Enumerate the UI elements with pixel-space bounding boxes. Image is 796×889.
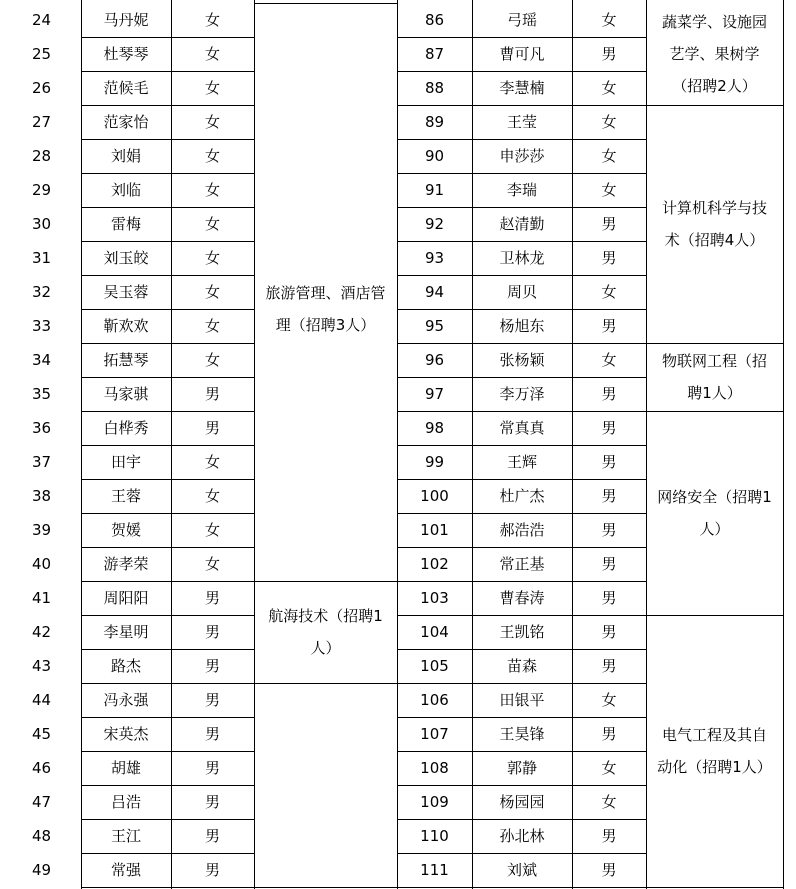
applicant-number: 24 — [31, 11, 52, 29]
column-divider — [646, 0, 647, 889]
applicant-gender: 男 — [601, 861, 617, 879]
applicant-gender: 女 — [601, 11, 617, 29]
applicant-number: 46 — [31, 759, 52, 777]
major-cell: 计算机科学与技术（招聘4人） — [661, 199, 767, 249]
applicant-name: 杜广杰 — [499, 487, 545, 505]
applicant-gender: 男 — [601, 827, 617, 845]
applicant-gender: 男 — [204, 759, 220, 777]
major-cell: 蔬菜学、设施园艺学、果树学（招聘2人） — [661, 13, 767, 95]
applicant-gender: 女 — [601, 283, 617, 301]
applicant-number: 49 — [31, 861, 52, 879]
applicant-gender: 女 — [204, 113, 220, 131]
applicant-name: 马家骐 — [103, 385, 149, 403]
applicant-name: 拓慧琴 — [103, 351, 149, 369]
applicant-gender: 女 — [204, 45, 220, 63]
applicant-name: 周贝 — [506, 283, 537, 301]
applicant-gender: 女 — [204, 147, 220, 165]
applicant-gender: 男 — [204, 623, 220, 641]
applicant-gender: 男 — [204, 385, 220, 403]
applicant-number: 32 — [31, 283, 52, 301]
applicant-gender: 女 — [601, 691, 617, 709]
applicant-gender: 女 — [204, 555, 220, 573]
column-divider — [254, 0, 255, 889]
applicant-gender: 男 — [204, 725, 220, 743]
major-cell — [260, 683, 391, 887]
major-divider — [646, 887, 783, 888]
applicant-number: 44 — [31, 691, 52, 709]
applicant-number: 42 — [31, 623, 52, 641]
applicant-gender: 女 — [204, 249, 220, 267]
applicant-name: 王昊锋 — [499, 725, 545, 743]
applicant-number: 86 — [424, 11, 445, 29]
major-cell: 航海技术（招聘1人） — [268, 607, 383, 657]
applicant-name: 赵清勤 — [499, 215, 545, 233]
applicant-number: 38 — [31, 487, 52, 505]
applicant-gender: 女 — [601, 147, 617, 165]
applicant-number: 91 — [424, 181, 445, 199]
applicant-name: 杜琴琴 — [103, 45, 149, 63]
applicant-number: 93 — [424, 249, 445, 267]
applicant-gender: 男 — [601, 521, 617, 539]
applicant-number: 103 — [420, 589, 449, 607]
major-cell: 物联网工程（招聘1人） — [661, 352, 767, 402]
applicant-number: 107 — [420, 725, 449, 743]
applicant-gender: 女 — [204, 487, 220, 505]
applicant-number: 109 — [420, 793, 449, 811]
applicant-gender: 男 — [204, 691, 220, 709]
applicant-name: 常正基 — [499, 555, 545, 573]
row-divider — [397, 887, 646, 888]
applicant-gender: 男 — [204, 861, 220, 879]
applicant-gender: 女 — [601, 793, 617, 811]
applicant-name: 李慧楠 — [499, 79, 545, 97]
applicant-name: 田宇 — [110, 453, 141, 471]
applicant-name: 杨园园 — [499, 793, 545, 811]
applicant-gender: 男 — [601, 215, 617, 233]
applicant-gender: 女 — [204, 521, 220, 539]
applicant-name: 游孝荣 — [103, 555, 149, 573]
applicant-name: 王江 — [110, 827, 141, 845]
applicant-name: 卫林龙 — [499, 249, 545, 267]
applicant-number: 47 — [31, 793, 52, 811]
applicant-gender: 女 — [601, 181, 617, 199]
applicant-name: 常强 — [110, 861, 141, 879]
applicant-gender: 男 — [601, 487, 617, 505]
major-cell: 旅游管理、酒店管理（招聘3人） — [265, 284, 386, 334]
applicant-name: 周阳阳 — [103, 589, 149, 607]
applicant-number: 99 — [424, 453, 445, 471]
applicant-number: 108 — [420, 759, 449, 777]
applicant-number: 41 — [31, 589, 52, 607]
applicant-name: 刘临 — [110, 181, 141, 199]
applicant-name: 路杰 — [110, 657, 141, 675]
applicant-name: 王莹 — [506, 113, 537, 131]
applicant-number: 100 — [420, 487, 449, 505]
applicant-name: 马丹妮 — [103, 11, 149, 29]
applicant-number: 110 — [420, 827, 449, 845]
applicant-number: 94 — [424, 283, 445, 301]
applicant-name: 胡雄 — [110, 759, 141, 777]
major-cell: 网络安全（招聘1人） — [657, 488, 772, 538]
applicant-number: 48 — [31, 827, 52, 845]
applicant-name: 范候毛 — [103, 79, 149, 97]
applicant-gender: 男 — [601, 385, 617, 403]
applicant-number: 106 — [420, 691, 449, 709]
applicant-number: 37 — [31, 453, 52, 471]
applicant-name: 孙北林 — [499, 827, 545, 845]
column-divider — [472, 0, 473, 889]
applicant-number: 34 — [31, 351, 52, 369]
column-divider — [81, 0, 82, 889]
applicant-name: 常真真 — [499, 419, 545, 437]
applicant-gender: 女 — [204, 215, 220, 233]
applicant-number: 102 — [420, 555, 449, 573]
applicant-name: 郭静 — [506, 759, 537, 777]
applicant-number: 39 — [31, 521, 52, 539]
applicant-name: 宋英杰 — [103, 725, 149, 743]
applicant-name: 贺媛 — [110, 521, 141, 539]
major-divider — [254, 3, 397, 4]
applicant-number: 101 — [420, 521, 449, 539]
applicant-gender: 女 — [204, 351, 220, 369]
applicant-name: 郝浩浩 — [499, 521, 545, 539]
applicant-name: 申莎莎 — [499, 147, 545, 165]
applicant-name: 吴玉蓉 — [103, 283, 149, 301]
applicant-name: 张杨颖 — [499, 351, 545, 369]
applicant-gender: 女 — [601, 79, 617, 97]
applicant-number: 105 — [420, 657, 449, 675]
column-divider — [572, 0, 573, 889]
major-divider — [254, 887, 397, 888]
applicant-name: 吕浩 — [110, 793, 141, 811]
applicant-gender: 男 — [601, 589, 617, 607]
applicant-gender: 男 — [204, 793, 220, 811]
applicant-name: 刘玉皎 — [103, 249, 149, 267]
applicant-gender: 男 — [601, 249, 617, 267]
applicant-number: 95 — [424, 317, 445, 335]
applicant-name: 弓瑶 — [506, 11, 537, 29]
applicant-number: 89 — [424, 113, 445, 131]
applicant-name: 冯永强 — [103, 691, 149, 709]
applicant-gender: 女 — [204, 317, 220, 335]
applicant-number: 96 — [424, 351, 445, 369]
applicant-number: 43 — [31, 657, 52, 675]
applicant-gender: 女 — [601, 351, 617, 369]
applicant-name: 曹可凡 — [499, 45, 545, 63]
applicant-gender: 女 — [601, 759, 617, 777]
applicant-name: 曹春涛 — [499, 589, 545, 607]
applicant-name: 白桦秀 — [103, 419, 149, 437]
applicant-number: 30 — [31, 215, 52, 233]
applicant-number: 104 — [420, 623, 449, 641]
applicant-name: 范家怡 — [103, 113, 149, 131]
applicant-gender: 男 — [601, 317, 617, 335]
applicant-gender: 男 — [601, 45, 617, 63]
applicant-name: 刘娟 — [110, 147, 141, 165]
applicant-gender: 女 — [204, 79, 220, 97]
applicant-gender: 男 — [204, 657, 220, 675]
applicant-number: 90 — [424, 147, 445, 165]
applicant-gender: 女 — [204, 453, 220, 471]
applicant-gender: 男 — [204, 589, 220, 607]
applicant-number: 36 — [31, 419, 52, 437]
applicant-number: 92 — [424, 215, 445, 233]
applicant-number: 45 — [31, 725, 52, 743]
column-divider — [171, 0, 172, 889]
applicant-number: 88 — [424, 79, 445, 97]
applicant-name: 苗森 — [506, 657, 537, 675]
applicant-gender: 男 — [204, 419, 220, 437]
applicant-number: 87 — [424, 45, 445, 63]
applicant-number: 35 — [31, 385, 52, 403]
applicant-name: 杨旭东 — [499, 317, 545, 335]
applicant-gender: 女 — [204, 181, 220, 199]
applicant-gender: 男 — [601, 453, 617, 471]
applicant-number: 97 — [424, 385, 445, 403]
applicant-number: 28 — [31, 147, 52, 165]
applicant-name: 王辉 — [506, 453, 537, 471]
applicant-gender: 男 — [601, 657, 617, 675]
applicant-number: 27 — [31, 113, 52, 131]
applicant-name: 靳欢欢 — [103, 317, 149, 335]
applicant-gender: 男 — [601, 555, 617, 573]
applicant-name: 李万泽 — [499, 385, 545, 403]
row-divider — [81, 887, 254, 888]
applicant-gender: 女 — [204, 283, 220, 301]
applicant-gender: 男 — [601, 623, 617, 641]
applicant-number: 29 — [31, 181, 52, 199]
applicant-name: 雷梅 — [110, 215, 141, 233]
applicant-gender: 男 — [601, 419, 617, 437]
applicant-number: 31 — [31, 249, 52, 267]
applicant-number: 25 — [31, 45, 52, 63]
major-cell: 电气工程及其自动化（招聘1人） — [657, 726, 772, 776]
applicant-name: 刘斌 — [506, 861, 537, 879]
applicant-name: 王凯铭 — [499, 623, 545, 641]
applicant-gender: 女 — [204, 11, 220, 29]
applicant-number: 26 — [31, 79, 52, 97]
applicant-name: 李星明 — [103, 623, 149, 641]
applicant-name: 王蓉 — [110, 487, 141, 505]
applicant-gender: 男 — [601, 725, 617, 743]
applicant-gender: 女 — [601, 113, 617, 131]
applicant-name: 李瑞 — [506, 181, 537, 199]
applicant-name: 田银平 — [499, 691, 545, 709]
column-divider — [783, 0, 784, 889]
applicant-number: 98 — [424, 419, 445, 437]
applicant-gender: 男 — [204, 827, 220, 845]
column-divider — [397, 0, 398, 889]
applicant-number: 111 — [420, 861, 449, 879]
applicant-number: 40 — [31, 555, 52, 573]
applicant-number: 33 — [31, 317, 52, 335]
